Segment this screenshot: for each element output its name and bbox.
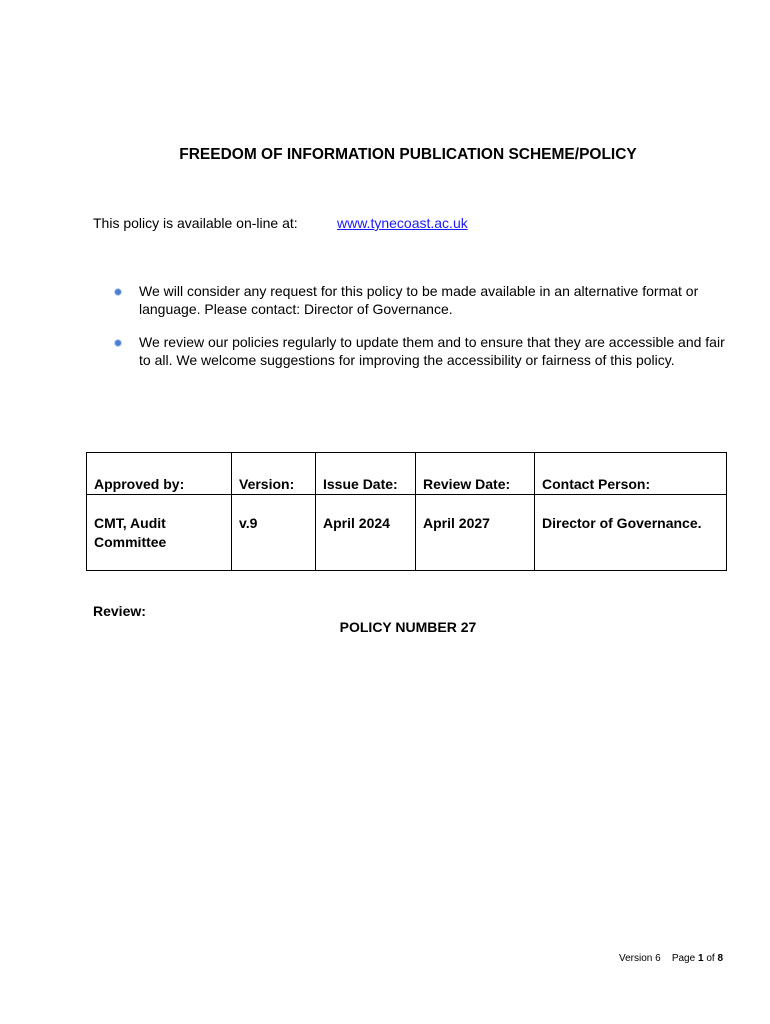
review-label: Review:	[93, 603, 146, 619]
list-item	[112, 283, 732, 318]
policy-url-link[interactable]: www.tynecoast.ac.uk	[337, 215, 468, 231]
header-version: Version:	[232, 453, 316, 495]
bullet-text: We will consider any request for this policy to be made available in an alternative format or language. Please contact: Director of Governance.	[139, 283, 699, 317]
value-review-date: April 2027	[416, 495, 535, 571]
value-issue-date: April 2024	[316, 495, 416, 571]
footer-page-of: of	[706, 953, 715, 964]
header-approved-by: Approved by:	[87, 453, 232, 495]
footer-page-total: 8	[717, 953, 723, 964]
value-approved-by: CMT, Audit Committee	[87, 495, 232, 571]
header-review-date: Review Date:	[416, 453, 535, 495]
policy-number: POLICY NUMBER 27	[339, 619, 477, 635]
header-issue-date: Issue Date:	[316, 453, 416, 495]
bullet-list	[112, 283, 732, 385]
document-title: FREEDOM OF INFORMATION PUBLICATION SCHEME/POLICY	[179, 146, 637, 163]
table-row	[87, 495, 727, 571]
footer-page-prefix: Page	[671, 953, 696, 964]
value-contact-person: Director of Governance.	[535, 495, 727, 571]
footer-version: Version 6	[619, 953, 661, 964]
policy-info-table	[86, 452, 727, 571]
bullet-text: We review our policies regularly to update them and to ensure that they are accessible and fair to all. We welcome suggestions for improving the accessibility or fairness of this policy.	[139, 334, 725, 368]
table-header-row	[87, 453, 727, 495]
bullet-icon	[114, 288, 122, 296]
page-footer	[619, 953, 723, 964]
bullet-icon	[114, 339, 122, 347]
availability-label: This policy is available on-line at:	[93, 215, 298, 231]
value-version: v.9	[232, 495, 316, 571]
header-contact-person: Contact Person:	[535, 453, 727, 495]
footer-page-current: 1	[697, 953, 704, 964]
list-item	[112, 334, 732, 369]
